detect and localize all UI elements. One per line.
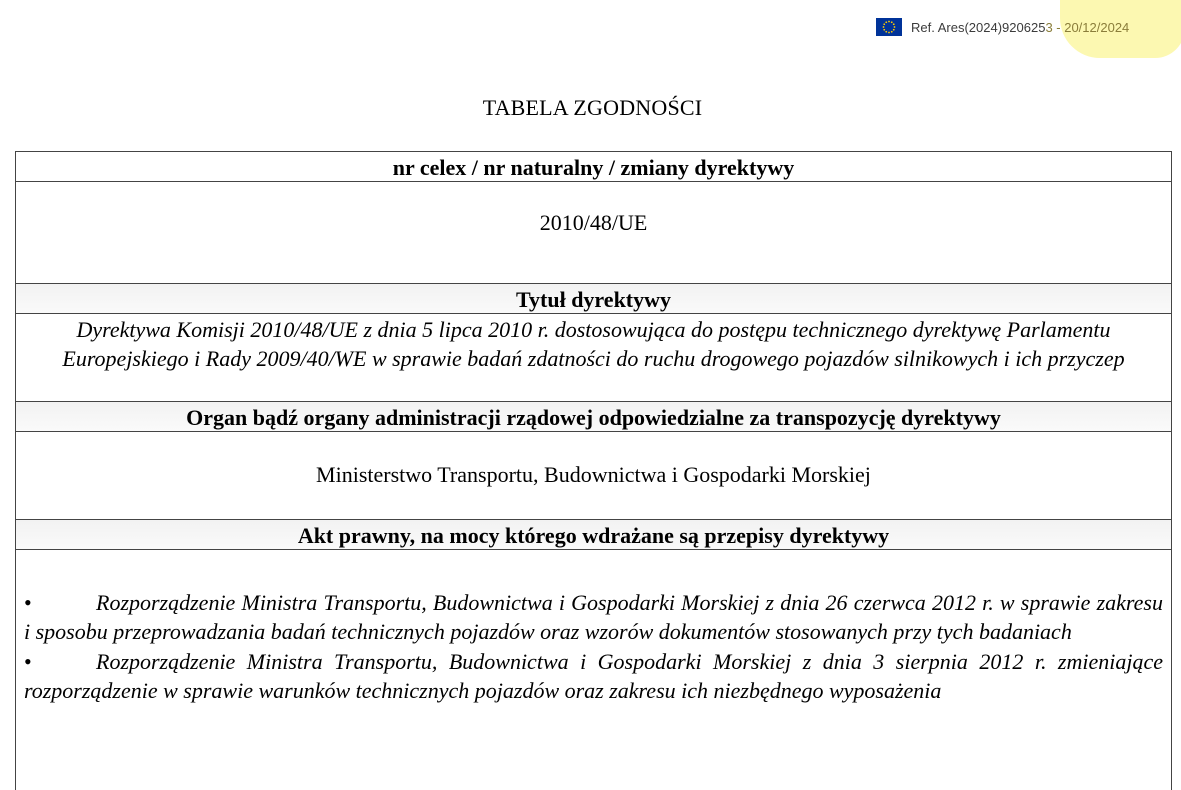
legal-act-header: Akt prawny, na mocy którego wdrażane są przepisy dyrektywy (16, 520, 1171, 550)
legal-act-list (16, 550, 1171, 790)
bullet-icon: • (24, 590, 32, 615)
list-item (24, 588, 1163, 646)
legal-act-text: Rozporządzenie Ministra Transportu, Budownictwa i Gospodarki Morskiej z dnia 3 sierpnia 2012 r. zmieniające rozporządzenie w sprawie warunków technicznych pojazdów oraz zakresu ich niezbędnego wyposażenia (24, 649, 1163, 703)
reference-date: 3 - 20/12/2024 (1045, 19, 1130, 35)
compliance-table (15, 151, 1172, 790)
directive-title-value: Dyrektywa Komisji 2010/48/UE z dnia 5 lipca 2010 r. dostosowująca do postępu technicznego dyrektywę Parlamentu Europejskiego i Rady 2009/40/WE w sprawie badań zdatności do ruchu drogowego pojazdów silnikowych i ich przyczep (16, 314, 1171, 402)
reference-stamp (876, 16, 1129, 38)
list-item (24, 647, 1163, 705)
legal-act-text: Rozporządzenie Ministra Transportu, Budownictwa i Gospodarki Morskiej z dnia 26 czerwca 2012 r. w sprawie zakresu i sposobu przeprowadzania badań technicznych pojazdów oraz wzorów dokumentów stosowanych przy tych badaniach (24, 590, 1163, 644)
celex-header: nr celex / nr naturalny / zmiany dyrektywy (16, 152, 1171, 182)
directive-title-header: Tytuł dyrektywy (16, 284, 1171, 314)
reference-number: Ref. Ares(2024)920625 (911, 19, 1046, 35)
document-title: TABELA ZGODNOŚCI (482, 95, 703, 120)
celex-value: 2010/48/UE (16, 182, 1171, 284)
organ-header: Organ bądź organy administracji rządowej odpowiedzialne za transpozycję dyrektywy (16, 402, 1171, 432)
organ-value: Ministerstwo Transportu, Budownictwa i Gospodarki Morskiej (16, 432, 1171, 520)
eu-flag-icon (876, 18, 902, 36)
bullet-icon: • (24, 649, 32, 674)
